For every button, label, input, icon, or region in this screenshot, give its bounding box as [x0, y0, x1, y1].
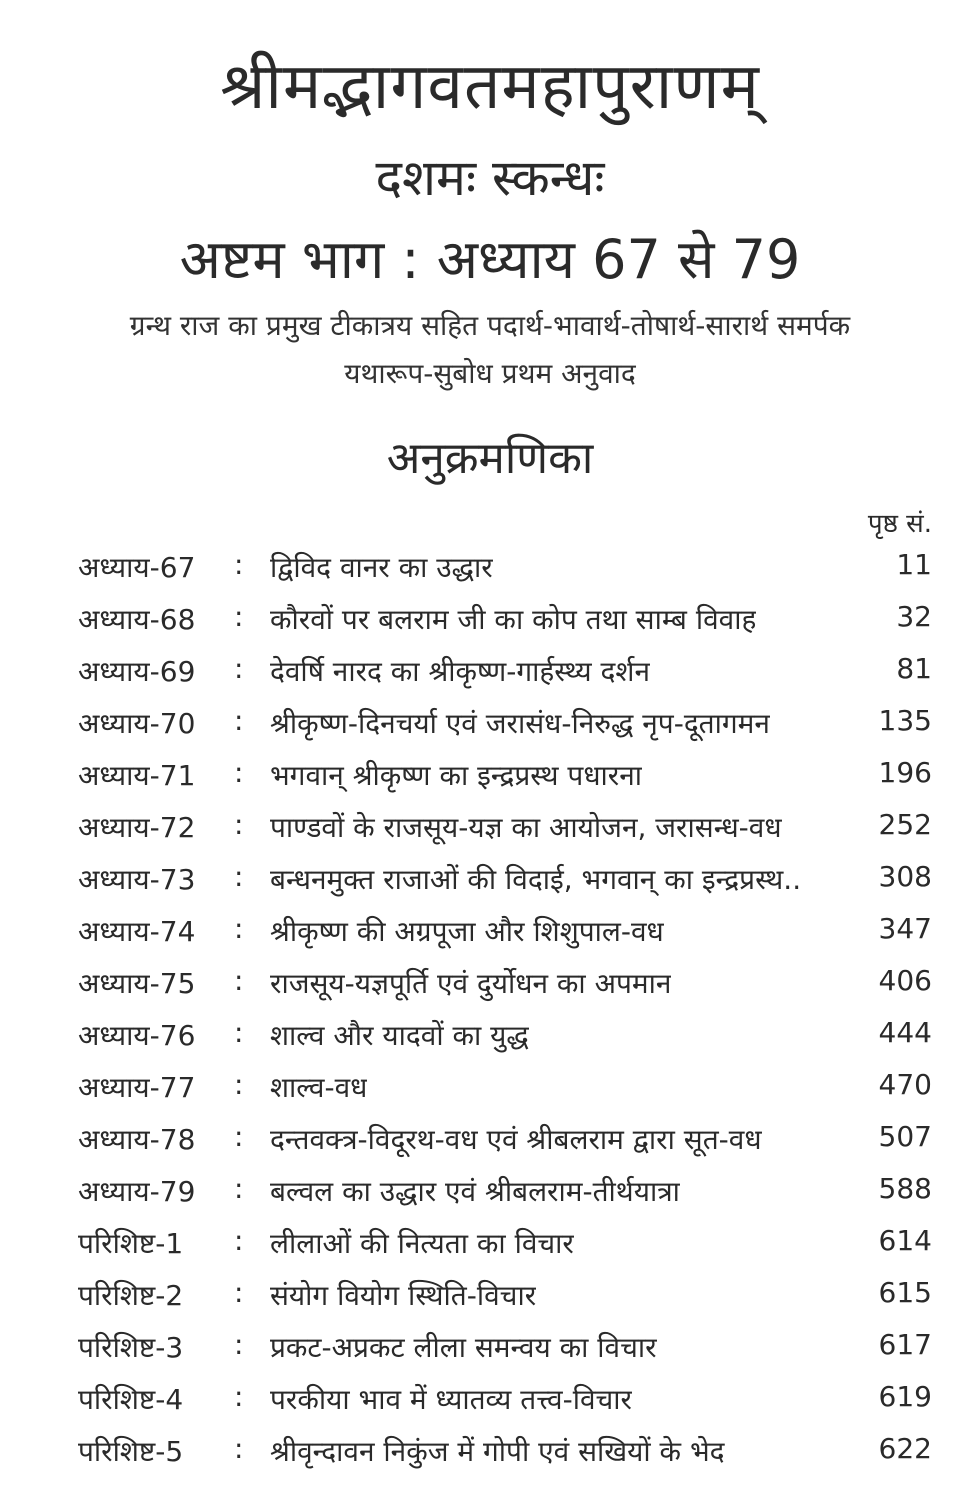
toc-separator: :	[234, 1432, 244, 1465]
toc-row	[0, 644, 980, 696]
toc-entry-title: श्रीवृन्दावन निकुंज में गोपी एवं सखियों के भेद	[270, 1435, 725, 1468]
toc-entry-title: द्विविद वानर का उद्धार	[270, 551, 493, 584]
toc-separator: :	[234, 1172, 244, 1205]
toc-row	[0, 1320, 980, 1372]
toc-chapter-label: अध्याय-68	[78, 603, 196, 636]
toc-page-number: 507	[878, 1120, 932, 1153]
toc-entry-title: दन्तवक्त्र-विदूरथ-वध एवं श्रीबलराम द्वारा सूत-वध	[270, 1123, 762, 1156]
toc-chapter-label: परिशिष्ट-4	[78, 1383, 184, 1416]
toc-page-number: 619	[878, 1380, 932, 1413]
toc-row	[0, 904, 980, 956]
table-of-contents	[0, 540, 980, 1476]
toc-separator: :	[234, 756, 244, 789]
part-title: अष्टम भाग : अध्याय 67 से 79	[179, 228, 801, 291]
toc-separator: :	[234, 964, 244, 997]
page-number-column-label: पृष्ठ सं.	[867, 509, 932, 539]
toc-separator: :	[234, 548, 244, 581]
toc-page-number: 614	[878, 1224, 932, 1257]
toc-entry-title: प्रकट-अप्रकट लीला समन्वय का विचार	[270, 1331, 657, 1364]
toc-chapter-label: अध्याय-69	[78, 655, 196, 688]
toc-row	[0, 1060, 980, 1112]
toc-chapter-label: अध्याय-77	[78, 1071, 196, 1104]
toc-separator: :	[234, 860, 244, 893]
toc-row	[0, 852, 980, 904]
toc-row	[0, 1424, 980, 1476]
toc-entry-title: भगवान् श्रीकृष्ण का इन्द्रप्रस्थ पधारना	[270, 759, 643, 792]
toc-separator: :	[234, 1120, 244, 1153]
toc-row	[0, 1164, 980, 1216]
toc-chapter-label: अध्याय-70	[78, 707, 196, 740]
toc-page-number: 81	[896, 652, 932, 685]
toc-row	[0, 1268, 980, 1320]
toc-separator: :	[234, 704, 244, 737]
toc-heading: अनुक्रमणिका	[386, 433, 594, 484]
toc-separator: :	[234, 1380, 244, 1413]
toc-entry-title: राजसूय-यज्ञपूर्ति एवं दुर्योधन का अपमान	[270, 967, 672, 1000]
toc-row	[0, 1008, 980, 1060]
toc-entry-title: शाल्व और यादवों का युद्ध	[270, 1019, 529, 1052]
toc-page-number: 617	[878, 1328, 932, 1361]
toc-chapter-label: अध्याय-79	[78, 1175, 196, 1208]
toc-separator: :	[234, 1328, 244, 1361]
toc-page-number: 622	[878, 1432, 932, 1465]
toc-entry-title: देवर्षि नारद का श्रीकृष्ण-गार्हस्थ्य दर्शन	[270, 655, 650, 688]
toc-row	[0, 540, 980, 592]
toc-separator: :	[234, 912, 244, 945]
toc-separator: :	[234, 652, 244, 685]
toc-page-number: 615	[878, 1276, 932, 1309]
toc-chapter-label: अध्याय-78	[78, 1123, 196, 1156]
toc-page-number: 252	[878, 808, 932, 841]
toc-row	[0, 696, 980, 748]
toc-page-number: 444	[878, 1016, 932, 1049]
toc-separator: :	[234, 1224, 244, 1257]
toc-row	[0, 800, 980, 852]
toc-entry-title: बन्धनमुक्त राजाओं की विदाई, भगवान् का इन्द्रप्रस्थ..	[270, 863, 802, 896]
toc-separator: :	[234, 1016, 244, 1049]
toc-separator: :	[234, 1276, 244, 1309]
toc-separator: :	[234, 808, 244, 841]
toc-chapter-label: अध्याय-76	[78, 1019, 196, 1052]
toc-page-number: 308	[878, 860, 932, 893]
toc-entry-title: परकीया भाव में ध्यातव्य तत्त्व-विचार	[270, 1383, 632, 1416]
toc-page-number: 11	[896, 548, 932, 581]
toc-separator: :	[234, 600, 244, 633]
toc-separator: :	[234, 1068, 244, 1101]
book-title: श्रीमद्भागवतमहापुराणम्	[220, 50, 760, 124]
toc-entry-title: लीलाओं की नित्यता का विचार	[270, 1227, 574, 1260]
toc-page-number: 135	[878, 704, 932, 737]
toc-entry-title: कौरवों पर बलराम जी का कोप तथा साम्ब विवाह	[270, 603, 757, 636]
toc-chapter-label: अध्याय-75	[78, 967, 196, 1000]
toc-page-number: 347	[878, 912, 932, 945]
toc-row	[0, 592, 980, 644]
toc-entry-title: श्रीकृष्ण की अग्रपूजा और शिशुपाल-वध	[270, 915, 664, 948]
toc-page-number: 32	[896, 600, 932, 633]
toc-row	[0, 1372, 980, 1424]
toc-row	[0, 956, 980, 1008]
toc-row	[0, 748, 980, 800]
toc-entry-title: शाल्व-वध	[270, 1071, 368, 1104]
toc-chapter-label: अध्याय-67	[78, 551, 196, 584]
subtitle-line-1: ग्रन्थ राज का प्रमुख टीकात्रय सहित पदार्थ-भावार्थ-तोषार्थ-सारार्थ समर्पक	[129, 309, 851, 342]
toc-chapter-label: अध्याय-72	[78, 811, 196, 844]
skandha-title: दशमः स्कन्धः	[375, 149, 605, 207]
toc-row	[0, 1112, 980, 1164]
toc-entry-title: बल्वल का उद्धार एवं श्रीबलराम-तीर्थयात्रा	[270, 1175, 680, 1208]
toc-chapter-label: अध्याय-74	[78, 915, 196, 948]
toc-chapter-label: अध्याय-73	[78, 863, 196, 896]
toc-row	[0, 1216, 980, 1268]
toc-chapter-label: अध्याय-71	[78, 759, 196, 792]
toc-entry-title: पाण्डवों के राजसूय-यज्ञ का आयोजन, जरासन्ध-वध	[270, 811, 782, 844]
toc-page-number: 588	[878, 1172, 932, 1205]
subtitle-line-2: यथारूप-सुबोध प्रथम अनुवाद	[344, 357, 636, 390]
toc-entry-title: श्रीकृष्ण-दिनचर्या एवं जरासंध-निरुद्ध नृप-दूतागमन	[270, 707, 770, 740]
toc-chapter-label: परिशिष्ट-2	[78, 1279, 184, 1312]
toc-chapter-label: परिशिष्ट-3	[78, 1331, 184, 1364]
toc-page-number: 196	[878, 756, 932, 789]
toc-page-number: 406	[878, 964, 932, 997]
toc-entry-title: संयोग वियोग स्थिति-विचार	[270, 1279, 537, 1312]
toc-page-number: 470	[878, 1068, 932, 1101]
toc-chapter-label: परिशिष्ट-1	[78, 1227, 184, 1260]
toc-chapter-label: परिशिष्ट-5	[78, 1435, 184, 1468]
